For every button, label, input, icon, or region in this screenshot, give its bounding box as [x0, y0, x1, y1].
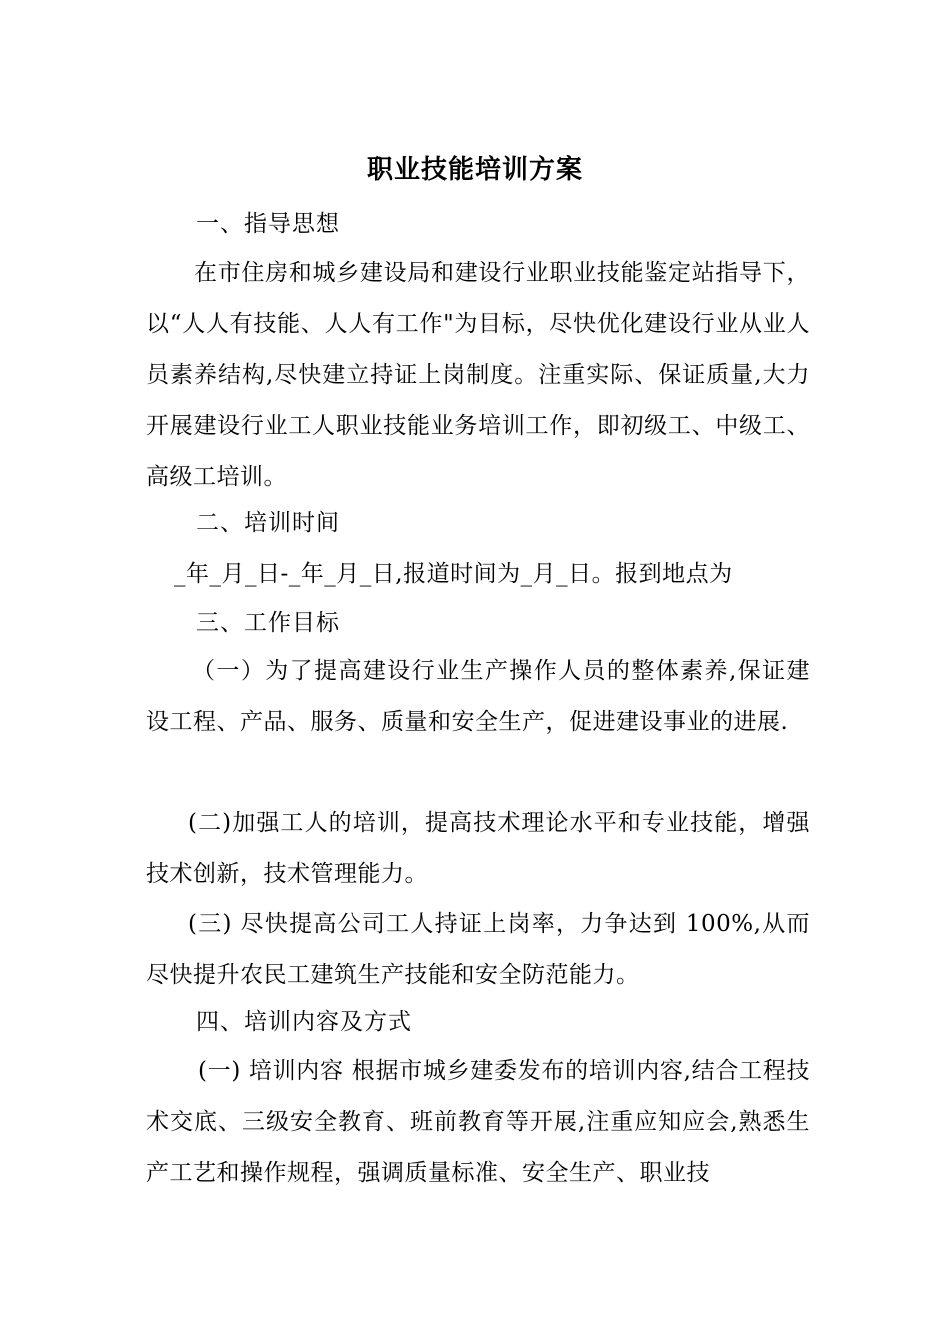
paragraph-goal-3: (三) 尽快提高公司工人持证上岗率，力争达到 100%,从而尽快提升农民工建筑生产技能和安全防范能力。	[146, 911, 810, 988]
paragraph-training-time: _年_月_日-_年_月_日,报道时间为_月_日。报到地点为	[174, 561, 733, 587]
section-heading-guiding-ideology: 一、指导思想	[196, 211, 340, 237]
section-heading-work-goals: 三、工作目标	[196, 610, 340, 636]
section-heading-training-content: 四、培训内容及方式	[196, 1009, 412, 1035]
section-heading-training-time: 二、培训时间	[196, 510, 340, 536]
paragraph-training-content: (一) 培训内容 根据市城乡建委发布的培训内容,结合工程技术交底、三级安全教育、班前教育等开展,注重应知应会,熟悉生产工艺和操作规程，强调质量标准、安全生产、职业技	[146, 1058, 810, 1186]
paragraph-goal-2: (二)加强工人的培训，提高技术理论水平和专业技能，增强技术创新，技术管理能力。	[146, 810, 810, 887]
document-title: 职业技能培训方案	[366, 155, 583, 185]
paragraph-goal-1: （一）为了提高建设行业生产操作人员的整体素养,保证建设工程、产品、服务、质量和安全生产，促进建设事业的进展.	[146, 658, 810, 735]
paragraph-guiding-ideology: 在市住房和城乡建设局和建设行业职业技能鉴定站指导下，以“人人有技能、人人有工作"为目标，尽快优化建设行业从业人员素养结构,尽快建立持证上岗制度。注重实际、保证质量,大力开展建设行业工人职业技能业务培训工作，即初级工、中级工、高级工培训。	[146, 260, 810, 490]
